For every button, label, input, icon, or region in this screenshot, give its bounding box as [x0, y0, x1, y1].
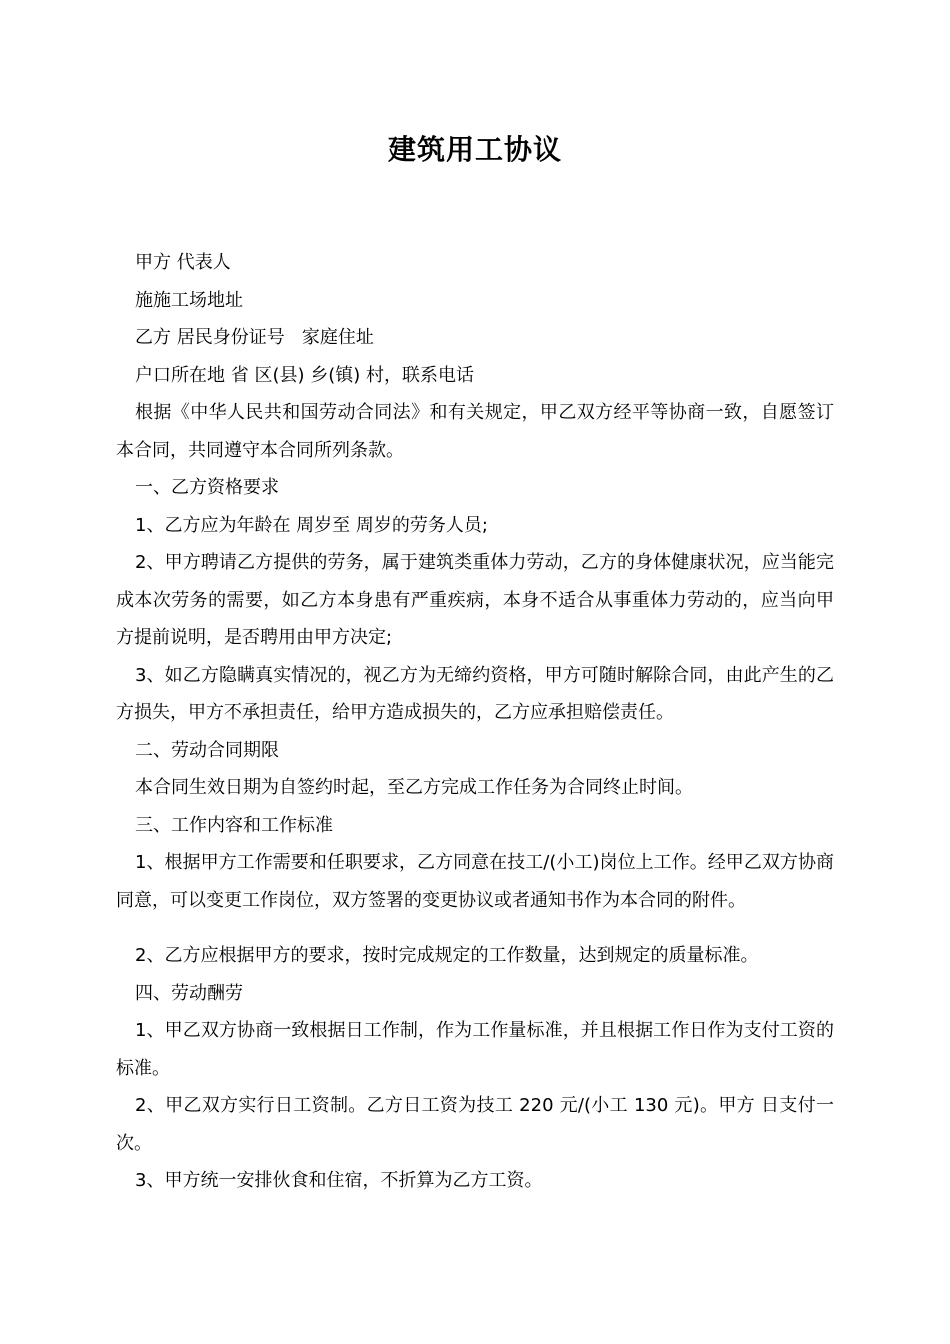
clause-term: 本合同生效日期为自签约时起，至乙方完成工作任务为合同终止时间。 [135, 777, 693, 798]
preamble-paragraph: 根据《中华人民共和国劳动合同法》和有关规定，甲乙双方经平等协商一致，自愿签订本合同，共同遵守本合同所列条款。 [116, 402, 834, 461]
section-heading-term: 二、劳动合同期限 [135, 739, 279, 761]
clause-daily-work-system: 1、甲乙双方协商一致根据日工作制，作为工作量标准，并且根据工作日作为支付工资的标准。 [116, 1020, 834, 1079]
clause-position: 1、根据甲方工作需要和任职要求，乙方同意在技工/(小工)岗位上工作。经甲乙双方协商同意，可以变更工作岗位，双方签署的变更协议或者通知书作为本合同的附件。 [116, 852, 834, 911]
clause-age: 1、乙方应为年龄在 周岁至 周岁的劳务人员; [135, 514, 488, 536]
party-b-line: 乙方 居民身份证号 家庭住址 [135, 327, 374, 348]
site-address-line: 施施工场地址 [135, 289, 243, 311]
clause-board-lodging: 3、甲方统一安排伙食和住宿，不折算为乙方工资。 [135, 1170, 543, 1191]
clause-concealment: 3、如乙方隐瞒真实情况的，视乙方为无缔约资格，甲方可随时解除合同，由此产生的乙方损失，甲方不承担责任，给甲方造成损失的，乙方应承担赔偿责任。 [116, 664, 834, 723]
document-body [116, 244, 834, 1200]
clause-health: 2、甲方聘请乙方提供的劳务，属于建筑类重体力劳动，乙方的身体健康状况，应当能完成本次劳务的需要，如乙方本身患有严重疾病，本身不适合从事重体力劳动的，应当向甲方提前说明，是否聘用由甲方决定; [116, 552, 834, 648]
household-registration-line: 户口所在地 省 区(县) 乡(镇) 村，联系电话 [135, 364, 474, 386]
section-heading-work-content: 三、工作内容和工作标准 [135, 814, 333, 836]
clause-work-standard: 2、乙方应根据甲方的要求，按时完成规定的工作数量，达到规定的质量标准。 [135, 945, 759, 966]
clause-daily-wage: 2、甲乙双方实行日工资制。乙方日工资为技工 220 元/(小工 130 元)。甲方 日支付一次。 [116, 1095, 834, 1154]
paragraph-gap [116, 919, 834, 937]
document-title: 建筑用工协议 [387, 133, 562, 166]
section-heading-remuneration: 四、劳动酬劳 [135, 982, 243, 1004]
party-a-line: 甲方 代表人 [135, 252, 231, 273]
section-heading-qualifications: 一、乙方资格要求 [135, 477, 279, 498]
